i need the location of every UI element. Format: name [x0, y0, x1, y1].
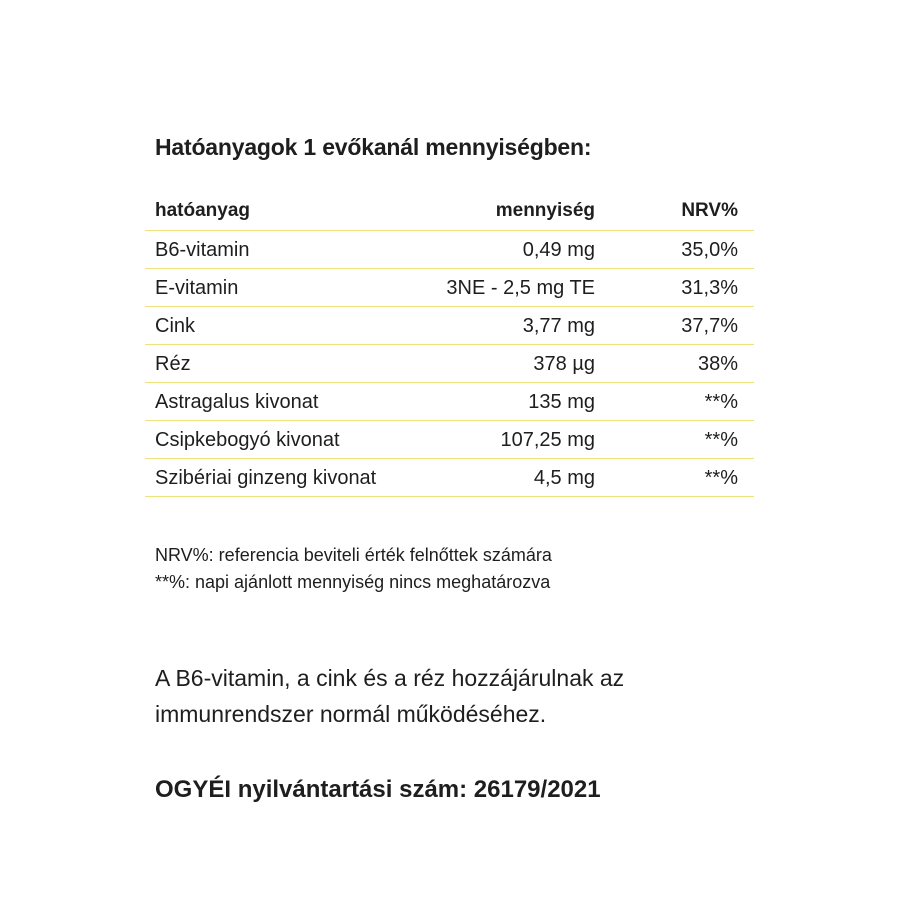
ingredient-quantity: 0,49 mg — [522, 239, 595, 261]
ingredient-nrv: 35,0% — [681, 239, 738, 261]
ingredient-quantity: 135 mg — [528, 391, 595, 413]
table-row — [145, 345, 754, 383]
table-row — [145, 383, 754, 421]
ingredient-nrv: 31,3% — [681, 277, 738, 299]
ingredient-nrv: **% — [704, 429, 738, 451]
ingredient-nrv: **% — [704, 391, 738, 413]
ingredient-quantity: 378 µg — [533, 353, 595, 375]
table-row — [145, 421, 754, 459]
table-row — [145, 269, 754, 307]
ingredient-name: Astragalus kivonat — [155, 391, 319, 413]
ingredient-name: Szibériai ginzeng kivonat — [155, 467, 377, 489]
ingredient-quantity: 107,25 mg — [500, 429, 595, 451]
registration-number: OGYÉI nyilvántartási szám: 26179/2021 — [155, 776, 601, 803]
ingredient-quantity: 3,77 mg — [522, 315, 595, 337]
table-row — [145, 307, 754, 345]
ingredient-name: B6-vitamin — [155, 239, 250, 261]
health-claim: A B6-vitamin, a cink és a réz hozzájárulnak az immunrendszer normál működéséhez. — [155, 665, 625, 727]
ingredients-table — [145, 192, 754, 497]
header-nrv: NRV% — [681, 200, 738, 221]
table-heading: Hatóanyagok 1 evőkanál mennyiségben: — [155, 134, 592, 160]
ingredient-nrv: **% — [704, 467, 738, 489]
footnote-stars: **%: napi ajánlott mennyiség nincs meghatározva — [155, 572, 551, 592]
header-ingredient: hatóanyag — [155, 200, 251, 221]
ingredient-quantity: 4,5 mg — [533, 467, 595, 489]
footnotes — [155, 542, 552, 596]
table-row — [145, 459, 754, 497]
ingredient-name: E-vitamin — [155, 277, 239, 299]
header-quantity: mennyiség — [495, 200, 595, 221]
table-row — [145, 231, 754, 269]
ingredient-name: Réz — [155, 353, 191, 375]
ingredient-nrv: 38% — [697, 353, 738, 375]
table-header-row — [145, 192, 754, 231]
ingredient-name: Csipkebogyó kivonat — [155, 429, 340, 451]
footnote-nrv: NRV%: referencia beviteli érték felnőttek számára — [155, 545, 552, 565]
ingredient-quantity: 3NE - 2,5 mg TE — [446, 277, 595, 299]
ingredient-nrv: 37,7% — [681, 315, 738, 337]
ingredient-name: Cink — [155, 315, 196, 337]
